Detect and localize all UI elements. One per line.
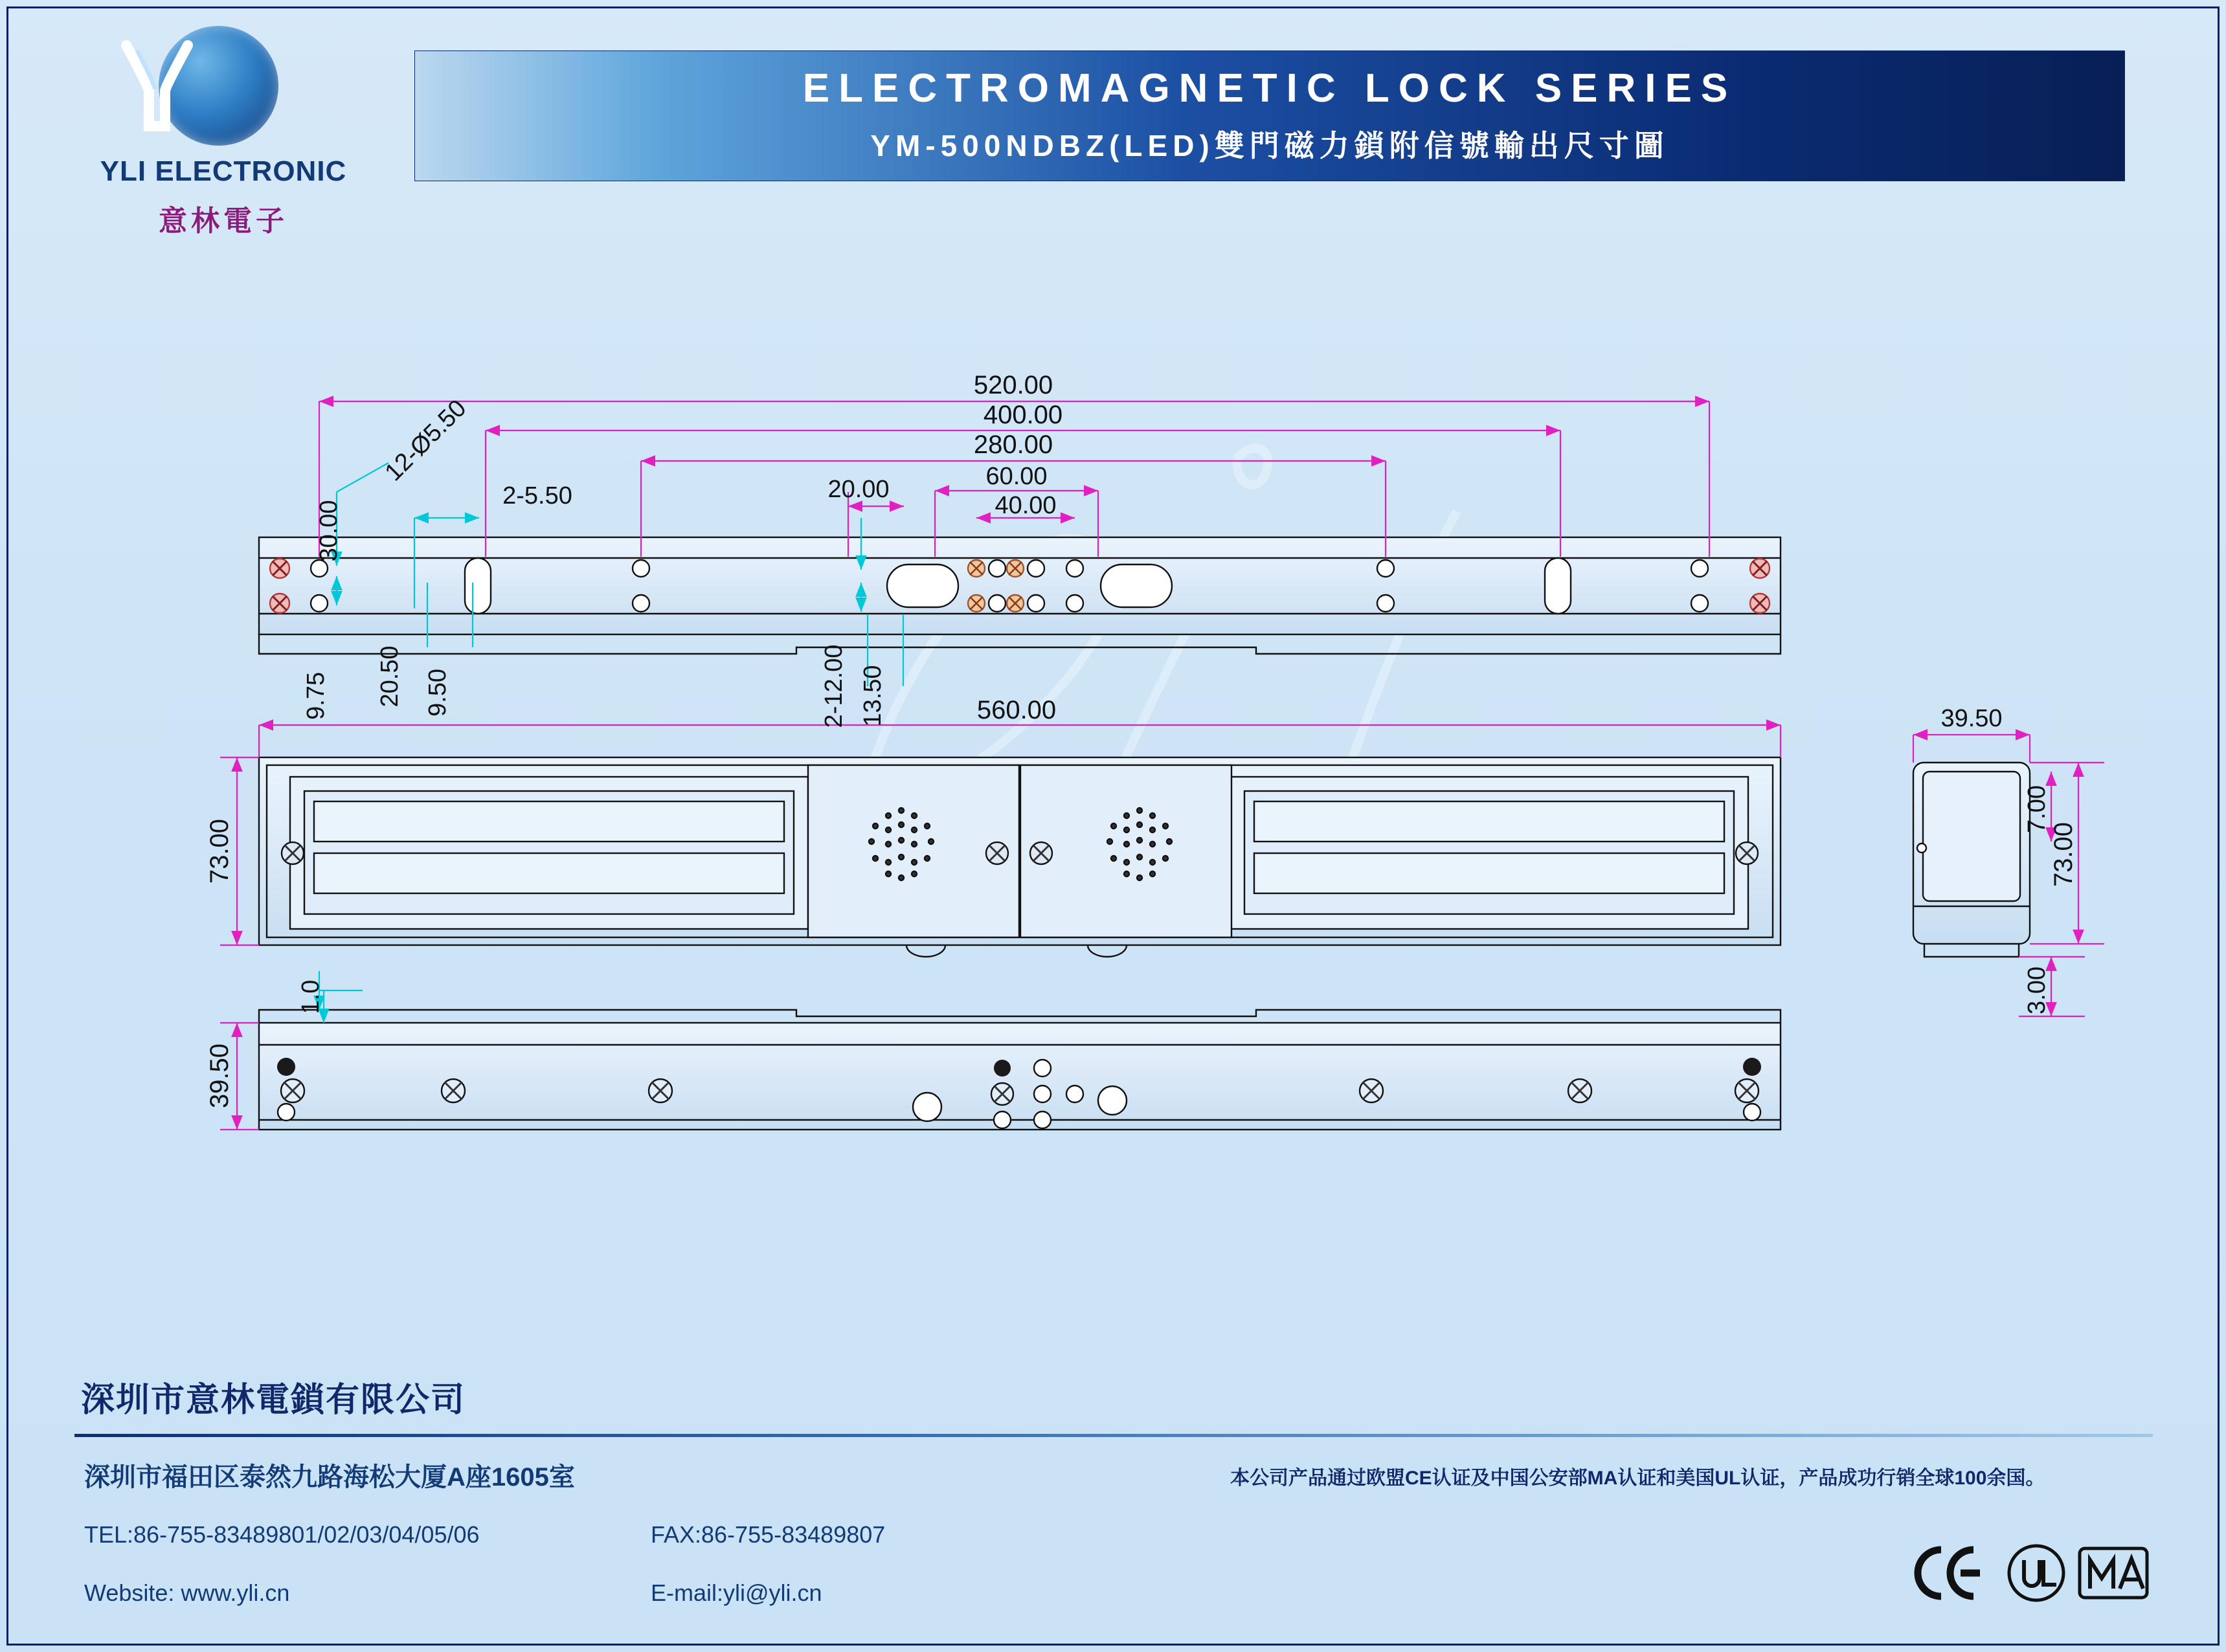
dim-520: 520.00	[973, 371, 1053, 399]
footer-telephone: TEL:86-755-83489801/02/03/04/05/06	[84, 1521, 480, 1548]
footer-address: 深圳市福田区泰然九路海松大厦A座1605室	[84, 1463, 575, 1491]
ce-mark-icon	[1918, 1550, 1980, 1596]
footer-fax: FAX:86-755-83489807	[651, 1521, 886, 1548]
dim-1-0: 1.0	[297, 979, 324, 1014]
dim-9-50: 9.50	[424, 669, 451, 717]
dim-13-50: 13.50	[859, 665, 886, 727]
dim-3-00: 3.00	[2023, 966, 2051, 1014]
dim-40: 40.00	[995, 492, 1057, 519]
footer-certification-note: 本公司产品通过欧盟CE认证及中国公安部MA认证和美国UL认证，产品成功行销全球100余国。	[1230, 1468, 2045, 1489]
title-chinese: YM-500NDBZ(LED)雙門磁力鎖附信號輸出尺寸圖	[870, 129, 1669, 162]
dim-400: 400.00	[983, 401, 1063, 429]
dim-20-50: 20.50	[376, 645, 403, 708]
ma-mark-icon	[2080, 1548, 2147, 1598]
dim-30: 30.00	[315, 500, 343, 562]
dim-560: 560.00	[976, 696, 1057, 724]
footer-company-name: 深圳市意林電鎖有限公司	[81, 1381, 466, 1419]
footer-email[interactable]: E-mail:yli@yli.cn	[651, 1579, 822, 1606]
ul-mark-icon	[2009, 1546, 2063, 1600]
dim-20: 20.00	[827, 476, 890, 503]
dim-73-side: 73.00	[2049, 821, 2078, 887]
dim-12-holes: 12-Ø5.50	[379, 394, 472, 487]
dim-73-front: 73.00	[205, 818, 234, 884]
dim-side-39-50: 39.50	[1940, 705, 2003, 732]
footer-divider	[74, 1434, 2153, 1437]
dim-2-12: 2-12.00	[820, 644, 848, 728]
brand-name-en: YLI ELECTRONIC	[100, 155, 347, 187]
dim-9-75: 9.75	[302, 672, 330, 720]
dim-39-50-bottom: 39.50	[205, 1043, 234, 1109]
dim-280: 280.00	[973, 430, 1053, 459]
certification-marks	[1904, 1534, 2163, 1612]
dim-2-5-50: 2-5.50	[502, 482, 572, 509]
footer-website[interactable]: Website: www.yli.cn	[84, 1579, 290, 1606]
dim-7-00: 7.00	[2023, 785, 2051, 833]
dim-60: 60.00	[985, 463, 1048, 490]
brand-name-cn: 意林電子	[159, 205, 288, 237]
title-english: ELECTROMAGNETIC LOCK SERIES	[802, 66, 1737, 111]
